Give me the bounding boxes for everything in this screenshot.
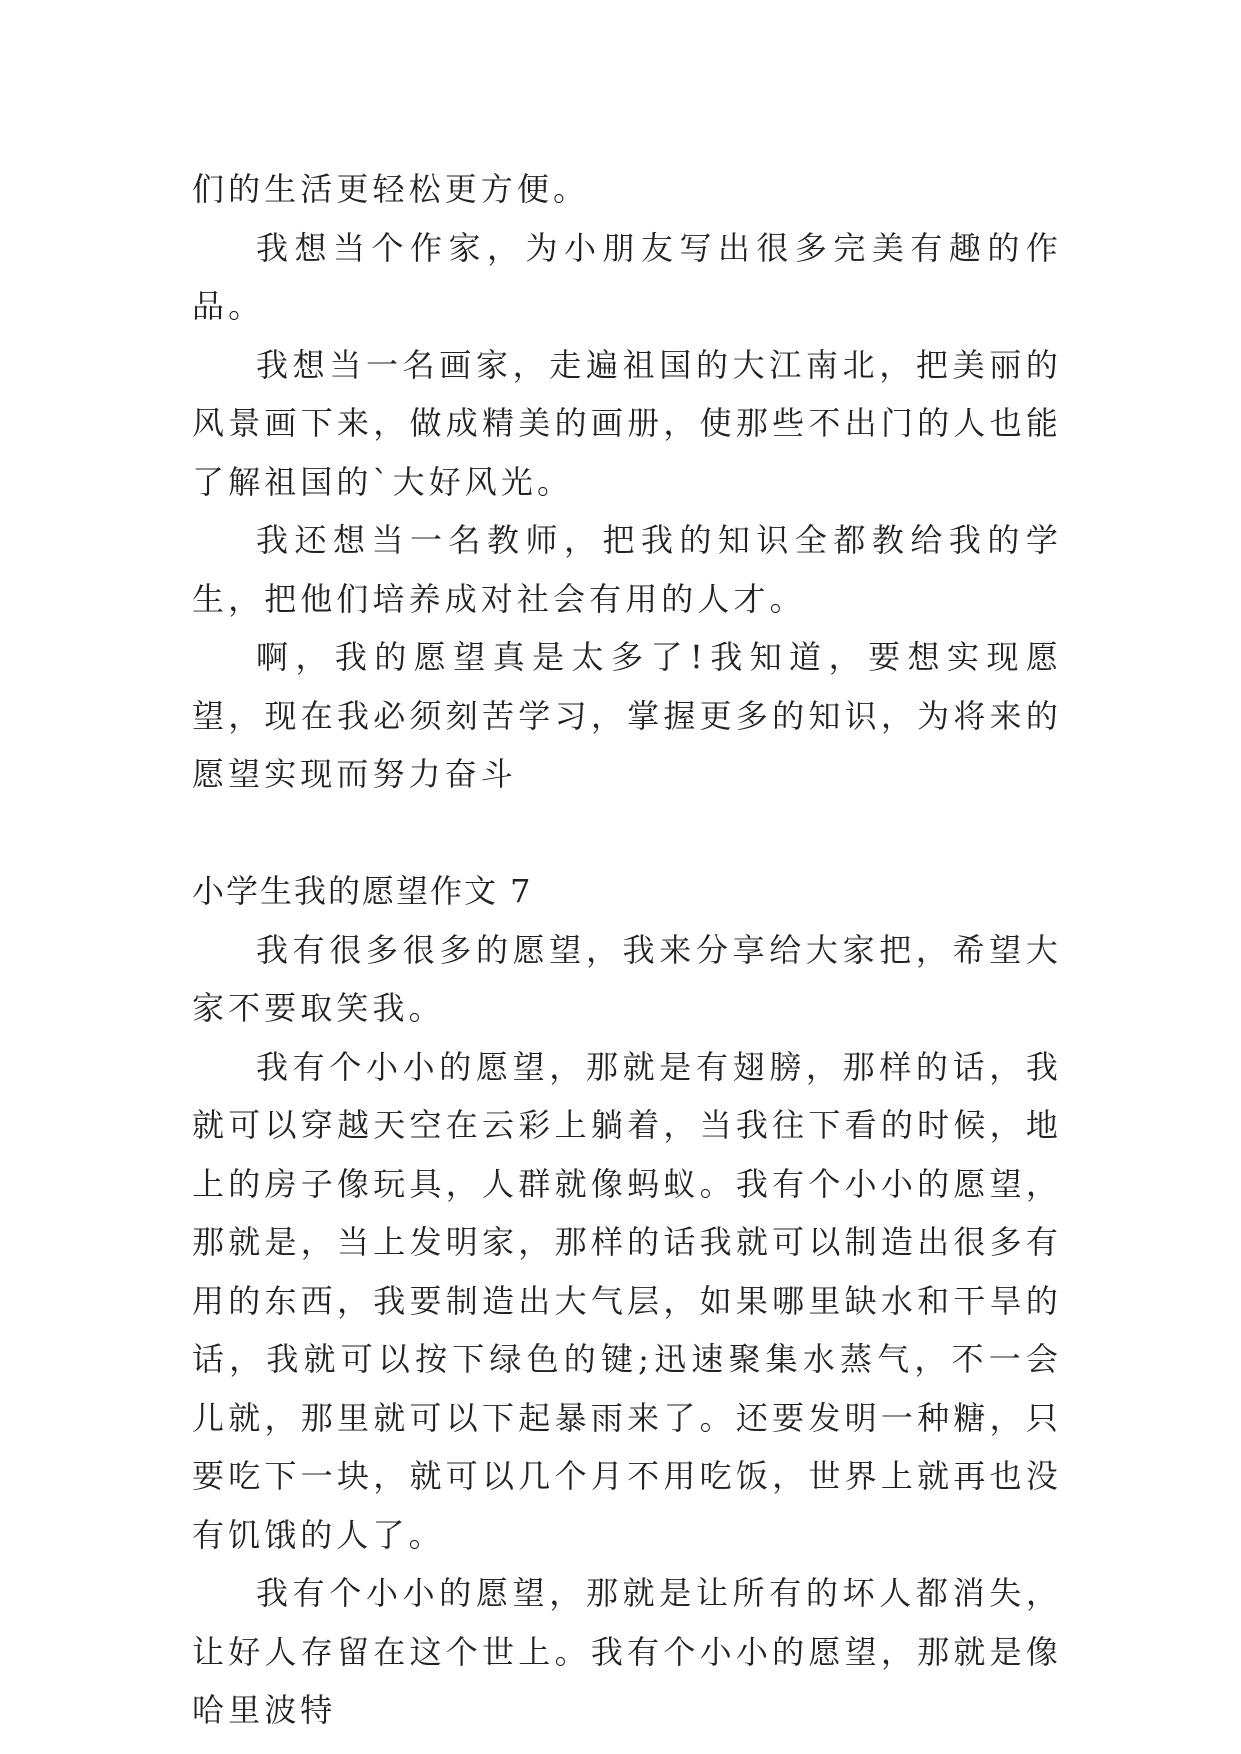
document-body xyxy=(192,160,1062,1740)
paragraph: 我想当一名画家，走遍祖国的大江南北，把美丽的风景画下来，做成精美的画册，使那些不出门的人也能了解祖国的`大好风光。 xyxy=(192,345,1062,501)
paragraph: 我还想当一名教师，把我的知识全都教给我的学生，把他们培养成对社会有用的人才。 xyxy=(192,521,1062,618)
paragraph: 我有很多很多的愿望，我来分享给大家把，希望大家不要取笑我。 xyxy=(192,930,1062,1027)
section-gap xyxy=(192,804,1062,863)
paragraph: 们的生活更轻松更方便。 xyxy=(192,170,590,208)
paragraph: 我想当个作家，为小朋友写出很多完美有趣的作品。 xyxy=(192,228,1062,325)
section-title: 小学生我的愿望作文 7 xyxy=(192,872,533,910)
paragraph: 我有个小小的愿望，那就是让所有的坏人都消失，让好人存留在这个世上。我有个小小的愿望，那就是像哈里波特 xyxy=(192,1574,1062,1729)
paragraph: 我有个小小的愿望，那就是有翅膀，那样的话，我就可以穿越天空在云彩上躺着，当我往下看的时候，地上的房子像玩具，人群就像蚂蚁。我有个小小的愿望，那就是，当上发明家，那样的话我就可以制造出很多有用的东西，我要制造出大气层，如果哪里缺水和干旱的话，我就可以按下绿色的键;迅速聚集水蒸气，不一会儿就，那里就可以下起暴雨来了。还要发明一种糖，只要吃下一块，就可以几个月不用吃饭，世界上就再也没有饥饿的人了。 xyxy=(192,1047,1062,1554)
paragraph: 啊，我的愿望真是太多了!我知道，要想实现愿望，现在我必须刻苦学习，掌握更多的知识，为将来的愿望实现而努力奋斗 xyxy=(192,638,1062,793)
